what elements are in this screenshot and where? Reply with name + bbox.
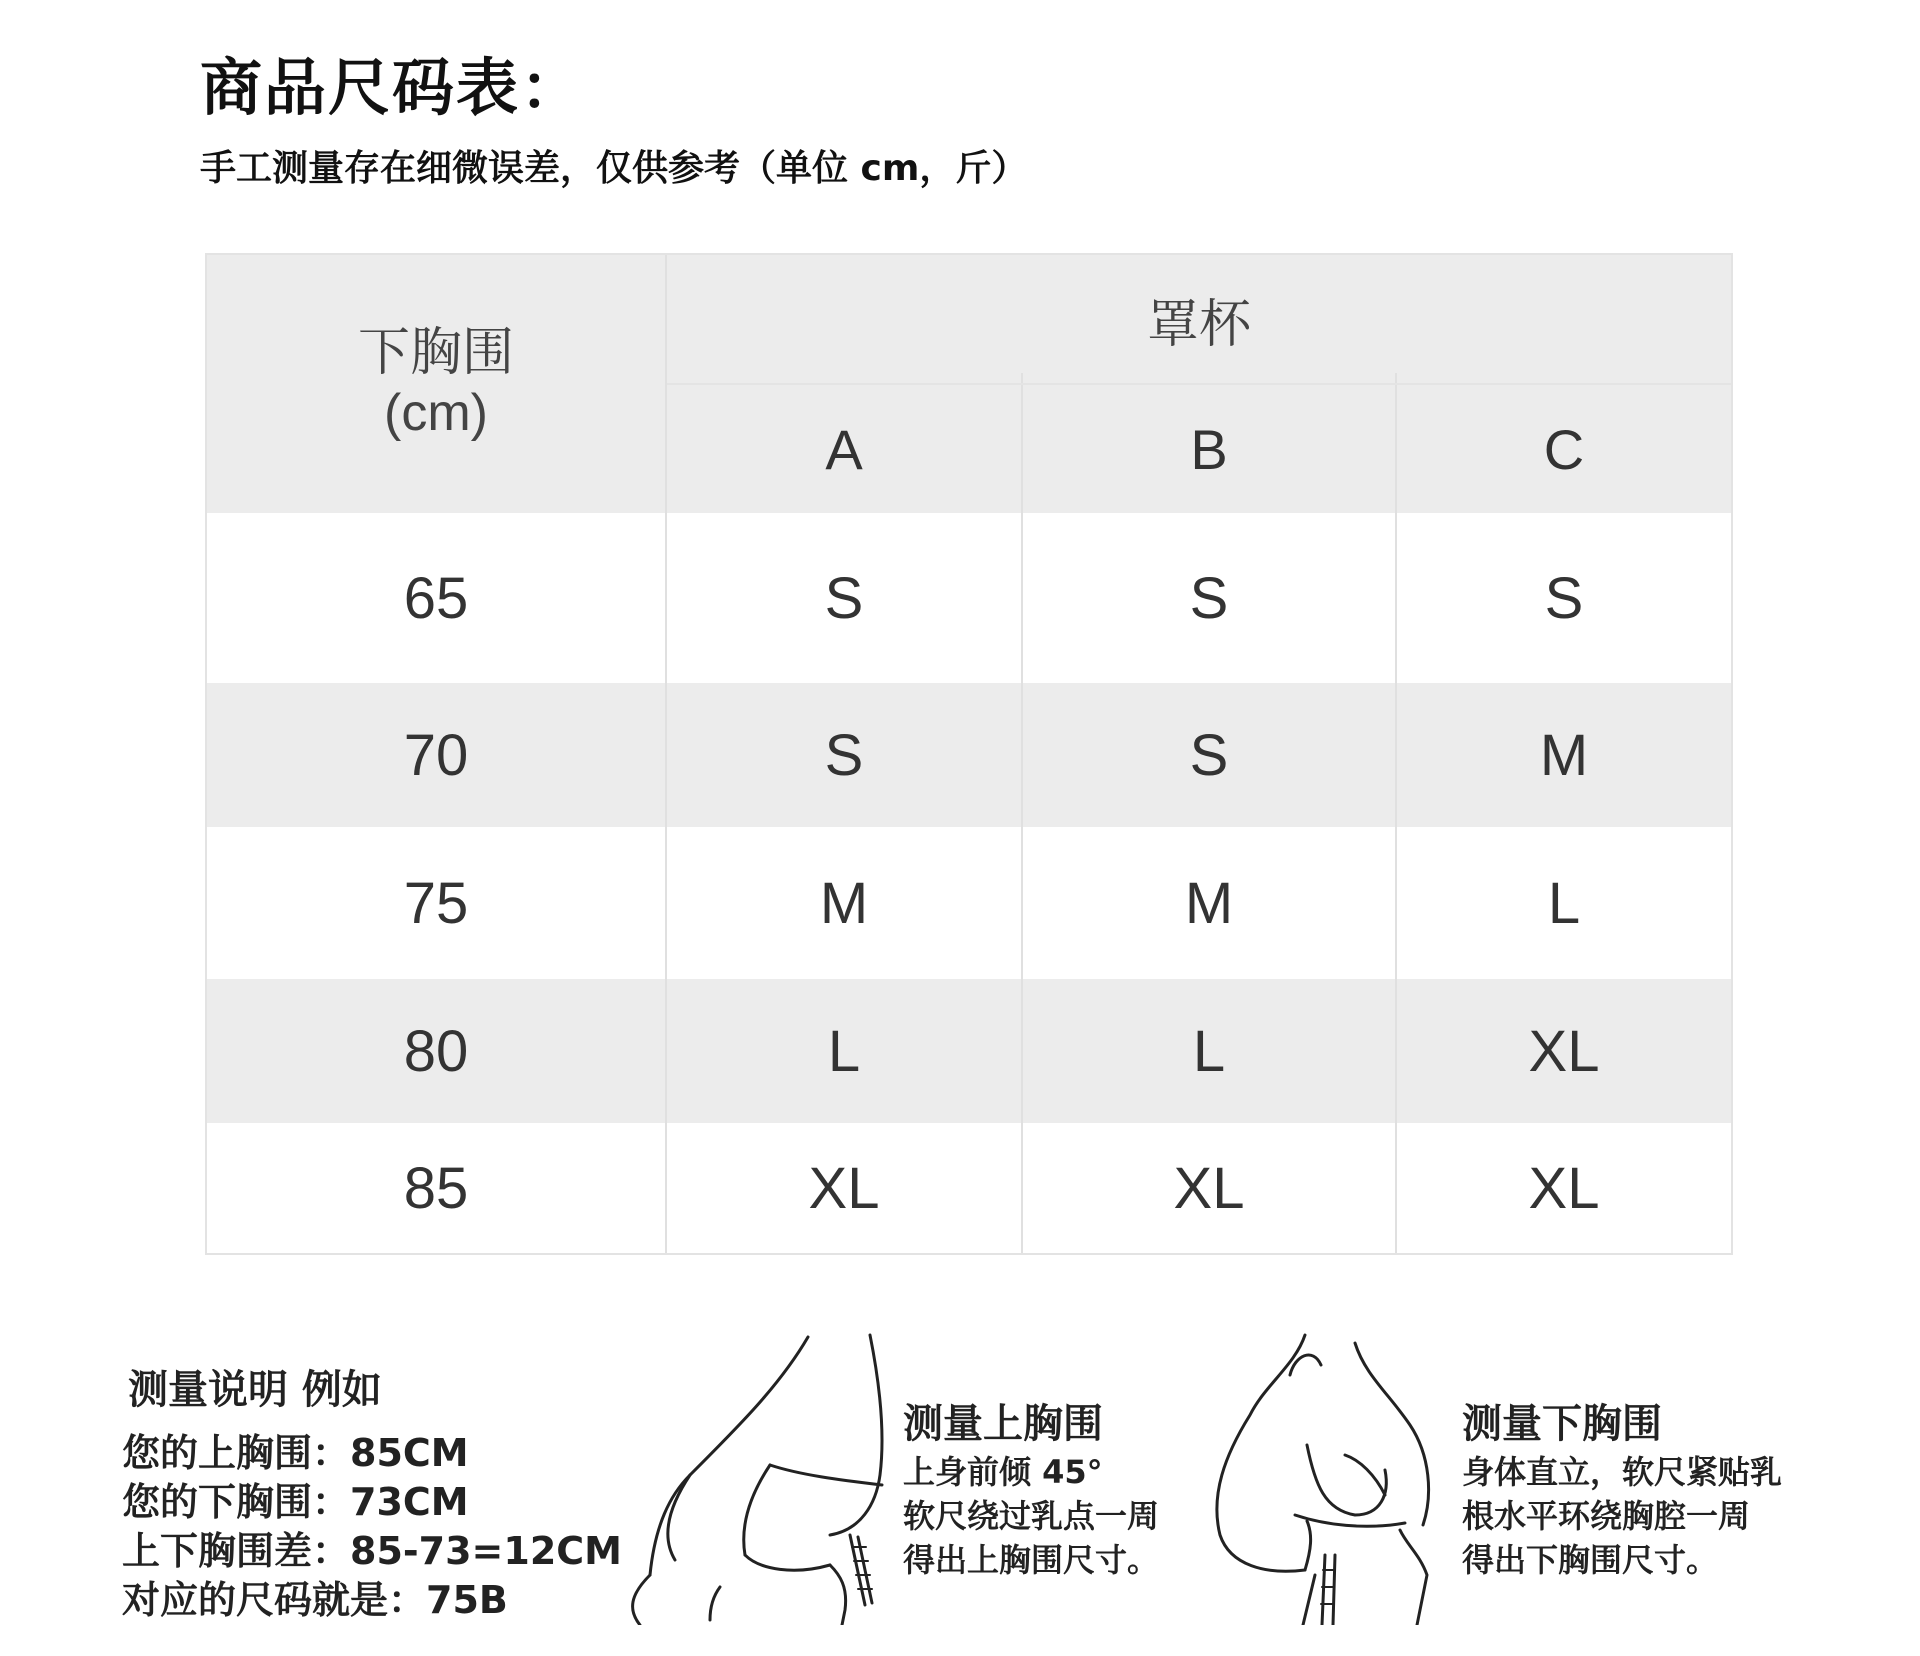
- upper-bust-note-title: 测量上胸围: [903, 1401, 1103, 1447]
- cup-column-header: C: [1397, 385, 1731, 513]
- size-cell: L: [667, 979, 1021, 1123]
- underbust-unit: (cm): [384, 384, 488, 442]
- size-cell: S: [1397, 513, 1731, 683]
- underbust-header: 下胸围: [357, 324, 514, 383]
- row-underbust: 65: [207, 513, 665, 683]
- upper-bust-illustration: [630, 1325, 900, 1625]
- under-bust-illustration: [1195, 1325, 1450, 1625]
- under-bust-note-line: 身体直立，软尺紧贴乳: [1462, 1453, 1783, 1491]
- row-underbust: 75: [207, 827, 665, 979]
- size-cell: M: [1397, 683, 1731, 827]
- size-cell: XL: [1023, 1123, 1395, 1253]
- underbust-header-cell: [207, 255, 665, 513]
- upper-bust-note-line: 得出上胸围尺寸。: [903, 1541, 1160, 1579]
- upper-bust-note-line: 上身前倾 45°: [903, 1453, 1103, 1491]
- grid-line: [665, 255, 667, 1253]
- cup-column-header: A: [667, 385, 1021, 513]
- page-title: 商品尺码表：: [200, 51, 585, 124]
- size-table: [205, 253, 1733, 1255]
- grid-line: [1395, 373, 1397, 1253]
- size-cell: M: [1023, 827, 1395, 979]
- size-cell: XL: [667, 1123, 1021, 1253]
- example-line: 您的下胸围：73CM: [122, 1480, 469, 1524]
- upper-bust-note-line: 软尺绕过乳点一周: [903, 1497, 1160, 1535]
- row-underbust: 85: [207, 1123, 665, 1253]
- grid-line: [1021, 373, 1023, 1253]
- cup-column-header: B: [1023, 385, 1395, 513]
- example-line: 对应的尺码就是：75B: [122, 1578, 508, 1622]
- grid-line: [667, 383, 1731, 385]
- size-cell: XL: [1397, 979, 1731, 1123]
- howto-title: 测量说明 例如: [128, 1367, 382, 1413]
- size-cell: L: [1397, 827, 1731, 979]
- under-bust-note-line: 得出下胸围尺寸。: [1462, 1541, 1719, 1579]
- row-underbust: 70: [207, 683, 665, 827]
- cup-header: 罩杯: [1146, 295, 1251, 354]
- size-cell: S: [667, 683, 1021, 827]
- size-cell: M: [667, 827, 1021, 979]
- page-subtitle: 手工测量存在细微误差，仅供参考（单位 cm，斤）: [200, 148, 1028, 189]
- size-cell: XL: [1397, 1123, 1731, 1253]
- row-underbust: 80: [207, 979, 665, 1123]
- under-bust-note-line: 根水平环绕胸腔一周: [1462, 1497, 1751, 1535]
- size-cell: S: [1023, 513, 1395, 683]
- size-cell: S: [667, 513, 1021, 683]
- example-line: 上下胸围差：85-73=12CM: [122, 1529, 622, 1573]
- example-line: 您的上胸围：85CM: [122, 1431, 469, 1475]
- under-bust-note-title: 测量下胸围: [1462, 1401, 1662, 1447]
- size-cell: L: [1023, 979, 1395, 1123]
- size-cell: S: [1023, 683, 1395, 827]
- cup-header-cell: [667, 255, 1731, 383]
